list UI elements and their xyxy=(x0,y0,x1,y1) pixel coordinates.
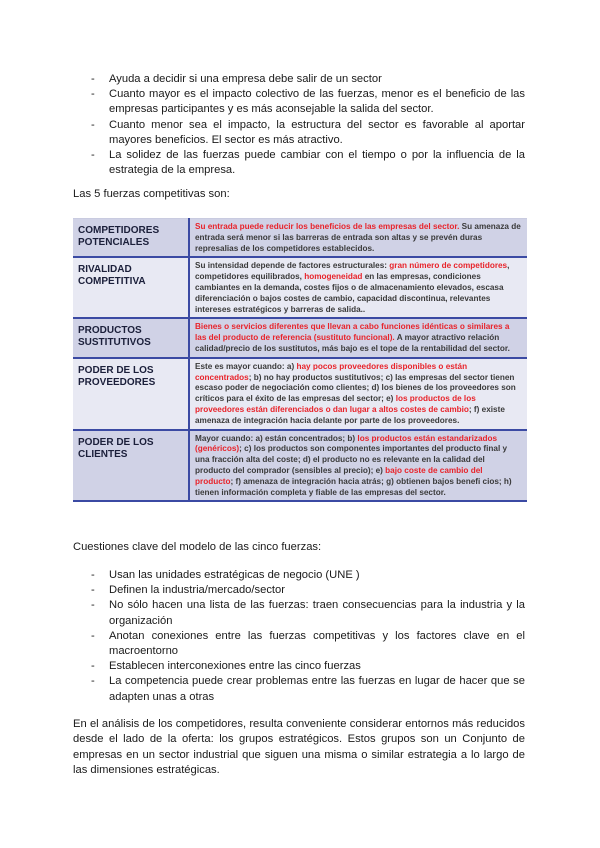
list-item: - Establecen interconexiones entre las cinco fuerzas xyxy=(109,659,525,674)
dash-marker: - xyxy=(91,88,95,101)
dash-marker: - xyxy=(91,118,95,131)
bullet-list-key-questions xyxy=(91,568,525,705)
force-description: Este es mayor cuando: a) hay pocos proveedores disponibles o están concentrados; b) no hay productos sustitutivos; c) las empresas del sector tienen escaso poder de negociación como clientes; d) los bienes de los proveedores son críticos para el éxito de las empresas del sector; e) los productos de los proveedores están diferenciados o dan lugar a altos costes de cambio; f) existe amenaza de integración hacia delante por parte de los proveedores. xyxy=(189,358,527,430)
table-row xyxy=(73,430,527,502)
list-item: - No sólo hacen una lista de las fuerzas: traen consecuencias para la industria y la organización xyxy=(91,599,525,627)
dash-marker: - xyxy=(91,569,95,581)
table-row xyxy=(73,257,527,318)
force-description: Bienes o servicios diferentes que llevan a cabo funciones idénticas o similares a las del producto de referencia (sustituto funcional). A mayor atractivo relación calidad/precio de los sustitutos, más bajo es el tope de la rentabilidad del sector. xyxy=(189,318,527,357)
dash-marker: - xyxy=(91,660,95,673)
force-name: PODER DE LOS PROVEEDORES xyxy=(73,358,189,430)
list-item: - La competencia puede crear problemas entre las fuerzas en lugar de hacer que se adapten unas a otras xyxy=(91,675,525,703)
force-name: COMPETIDORES POTENCIALES xyxy=(73,219,189,258)
force-name: PODER DE LOS CLIENTES xyxy=(73,430,189,502)
forces-intro-text: Las 5 fuerzas competitivas son: xyxy=(73,188,230,200)
key-questions-heading: Cuestiones clave del modelo de las cinco fuerzas: xyxy=(73,541,322,553)
list-item: - Anotan conexiones entre las fuerzas competitivas y los factores clave en el macroentorno xyxy=(91,629,525,658)
dash-marker: - xyxy=(91,73,95,85)
force-description: Su entrada puede reducir los beneficios de las empresas del sector. Su amenaza de entrada será menor si las barreras de entrada son altas y se prevén duras represalias de los competidores establecidos. xyxy=(189,219,527,258)
table-row xyxy=(73,318,527,357)
dash-marker: - xyxy=(91,629,95,642)
table-row xyxy=(73,219,527,258)
force-description: Su intensidad depende de factores estructurales: gran número de competidores, competidores equilibrados, homogeneidad en las empresas, condiciones cambiantes en la demanda, costes fijos o de almacenamiento elevados, escasa diferenciación o bajos costes de cambio, capacidad discontinua, relevantes intereses estratégicos y barreras de salida.. xyxy=(189,257,527,318)
table-row xyxy=(73,358,527,430)
five-forces-table xyxy=(73,218,527,502)
list-item: - Usan las unidades estratégicas de negocio (UNE ) xyxy=(109,568,525,583)
strategic-groups-paragraph: En el análisis de los competidores, resulta conveniente considerar entornos más reducidos desde el lado de la oferta: los grupos estratégicos. Estos grupos son un Conjunto de empresas en un sector industrial que siguen una misma o similar estrategia a lo largo de las dimensiones estratégicas. xyxy=(73,718,525,776)
dash-marker: - xyxy=(91,675,95,688)
dash-marker: - xyxy=(91,584,95,597)
list-item: - Cuanto menor sea el impacto, la estructura del sector es favorable al aportar mayores beneficios. El sector es más atractivo. xyxy=(91,118,525,146)
dash-marker: - xyxy=(91,149,95,162)
list-item: - La solidez de las fuerzas puede cambiar con el tiempo o por la influencia de la estrategia de la empresa. xyxy=(91,149,525,177)
force-name: RIVALIDAD COMPETITIVA xyxy=(73,257,189,318)
bullet-list-exit-decision xyxy=(91,72,525,178)
list-item: - Ayuda a decidir si una empresa debe salir de un sector xyxy=(109,72,525,87)
force-description: Mayor cuando: a) están concentrados; b) los productos están estandarizados (genéricos); c) los productos son componentes importantes del producto final y una fracción alta del coste; d) el producto no es relevante en la calidad del producto del comprador (sensibles al precio); e) bajo coste de cambio del producto; f) amenaza de integración hacia atrás; g) obtienen bajos benefi cios; h) tienen información completa y fiable de las empresas del sector. xyxy=(189,430,527,502)
dash-marker: - xyxy=(91,599,95,612)
list-item: - Definen la industria/mercado/sector xyxy=(109,583,525,598)
list-item: - Cuanto mayor es el impacto colectivo de las fuerzas, menor es el beneficio de las empresas participantes y es más aconsejable la salida del sector. xyxy=(91,88,525,116)
force-name: PRODUCTOS SUSTITUTIVOS xyxy=(73,318,189,357)
